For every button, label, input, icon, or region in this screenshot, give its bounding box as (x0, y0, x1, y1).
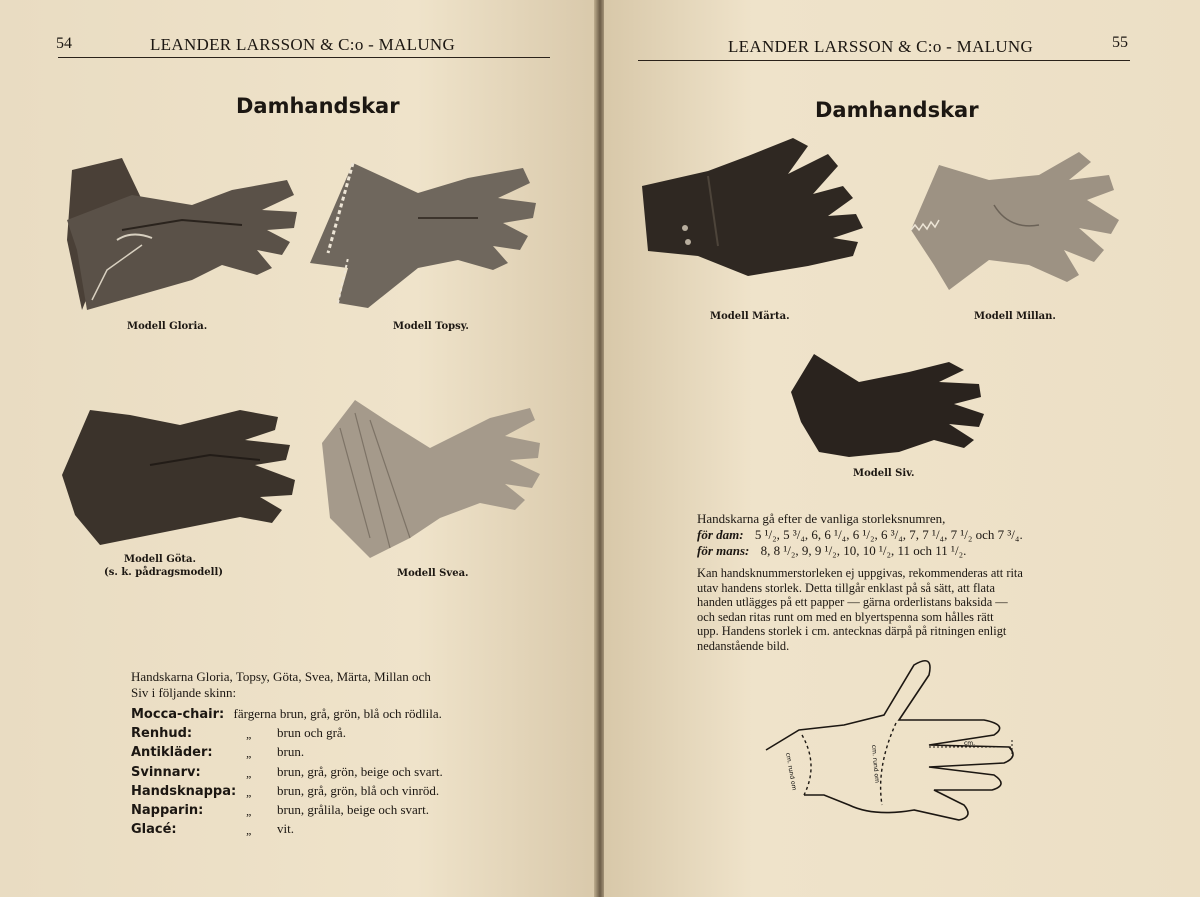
ditto-mark: „ (246, 766, 253, 780)
glove-image-gloria (62, 150, 302, 315)
ditto-mark: „ (246, 823, 253, 837)
measure-line: nedanstående bild. (697, 638, 790, 653)
glove-image-siv (789, 352, 984, 462)
skin-colors-napparin: brun, grålila, beige och svart. (277, 802, 429, 817)
caption-gota-sub: (s. k. pådragsmodell) (104, 567, 223, 578)
skin-name: Renhud: (131, 726, 193, 741)
skin-row-glace (131, 821, 177, 837)
sizes-block (697, 511, 1137, 559)
skin-row-renhud (131, 725, 192, 741)
skins-intro (131, 669, 471, 701)
skins-intro-line2: Siv i följande skinn: (131, 685, 237, 700)
page-title-right: Damhandskar (815, 98, 979, 122)
sizes-women-row (697, 527, 1137, 543)
skin-colors-renhud: brun och grå. (277, 725, 346, 740)
ditto-mark: „ (246, 785, 253, 799)
page-number-right: 55 (1112, 34, 1128, 51)
skin-colors-svinnarv: brun, grå, grön, beige och svart. (277, 764, 443, 779)
skins-intro-line1: Handskarna Gloria, Topsy, Göta, Svea, Märta, Millan och (131, 669, 431, 684)
caption-gota (104, 553, 223, 579)
running-head-right: LEANDER LARSSON & C:o - MALUNG (728, 37, 1034, 56)
sizes-women-label: för dam: (697, 527, 744, 542)
skin-name: Handsknappa: (131, 784, 237, 799)
ditto-mark: „ (246, 804, 253, 818)
glove-image-topsy (308, 158, 543, 313)
left-page (0, 0, 596, 897)
glove-image-millan (909, 150, 1119, 295)
page-number-left: 54 (56, 35, 72, 52)
ditto-mark: „ (246, 727, 253, 741)
caption-gloria: Modell Gloria. (127, 321, 208, 332)
caption-millan: Modell Millan. (974, 311, 1056, 322)
header-rule-left (58, 57, 550, 58)
measure-instructions (697, 566, 1137, 653)
sizes-intro: Handskarna gå efter de vanliga storleksnumren, (697, 511, 946, 526)
skin-name: Glacé: (131, 822, 177, 837)
hand-outline-diagram (764, 655, 1024, 850)
skin-name: Antikläder: (131, 745, 213, 760)
skin-row-handsknappa (131, 783, 236, 799)
caption-svea: Modell Svea. (397, 568, 469, 579)
skin-row-napparin (131, 802, 203, 818)
caption-topsy: Modell Topsy. (393, 321, 469, 332)
skin-colors-antiklader: brun. (277, 744, 305, 759)
sizes-men-row (697, 543, 1137, 559)
glove-image-svea (320, 398, 545, 560)
diagram-label-wrist: cm. rund om (784, 752, 798, 792)
skin-name: Svinnarv: (131, 765, 201, 780)
skin-name: Napparin: (131, 803, 204, 818)
glove-image-gota (60, 405, 300, 550)
ditto-mark: „ (246, 746, 253, 760)
skin-row-mocca (131, 706, 442, 722)
measure-line: handen utlägges på ett papper — gärna orderlistans baksida — (697, 595, 1008, 609)
skin-row-antiklader (131, 744, 213, 760)
skin-colors-handsknappa: brun, grå, grön, blå och vinröd. (277, 783, 440, 798)
diagram-label-palm: cm. rund om (870, 744, 881, 784)
glove-image-marta (638, 136, 868, 286)
skin-colors: färgerna brun, grå, grön, blå och rödlila. (233, 706, 442, 721)
header-rule-right (638, 60, 1130, 61)
sizes-men: 8, 8 ¹/₂, 9, 9 ¹/₂, 10, 10 ¹/₂, 11 och 11 ¹/₂. (760, 543, 967, 558)
caption-siv: Modell Siv. (853, 468, 915, 479)
skin-row-svinnarv (131, 764, 201, 780)
running-head-left: LEANDER LARSSON & C:o - MALUNG (150, 35, 456, 54)
page-title-left: Damhandskar (236, 94, 400, 118)
sizes-women: 5 ¹/₂, 5 ³/₄, 6, 6 ¹/₄, 6 ¹/₂, 6 ³/₄, 7, 7 ¹/₄, 7 ¹/₂ och 7 ³/₄. (754, 527, 1023, 542)
measure-line: utav handens storlek. Detta tillgår enklast på så sätt, att flata (697, 580, 995, 595)
skin-colors-glace: vit. (277, 821, 294, 836)
measure-line: och sedan ritas runt om med en blyertspenna som hålles rätt (697, 609, 994, 624)
measure-line: upp. Handens storlek i cm. antecknas därpå på ritningen enligt (697, 624, 1007, 638)
measure-line: Kan handsknummerstorleken ej uppgivas, rekommenderas att rita (697, 566, 1023, 580)
skin-name: Mocca-chair: (131, 707, 225, 722)
right-page (604, 0, 1200, 897)
caption-marta: Modell Märta. (710, 311, 790, 322)
diagram-label-finger: cm. (964, 740, 976, 747)
caption-gota-name: Modell Göta. (124, 554, 196, 565)
sizes-men-label: för mans: (697, 543, 750, 558)
